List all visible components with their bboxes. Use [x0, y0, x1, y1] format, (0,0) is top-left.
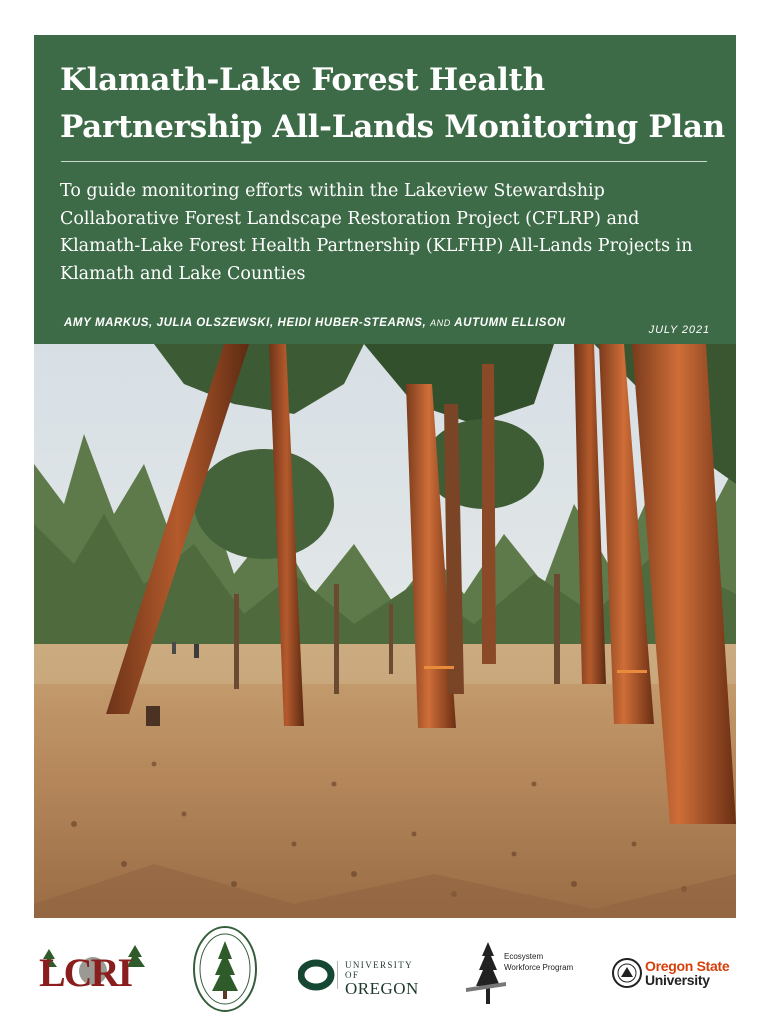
authors-and: AND — [430, 318, 451, 328]
university-of-oregon-logo — [298, 957, 430, 998]
authors-last: AUTUMN ELLISON — [454, 317, 566, 329]
osu-line-2: University — [645, 972, 710, 988]
klamath-lake-fhp-seal — [192, 925, 258, 1013]
osu-line-1: Oregon State — [645, 958, 730, 974]
uo-wordmark — [345, 960, 430, 998]
cover-photo-forest — [34, 344, 736, 918]
authors — [64, 317, 566, 329]
ewp-line-1: Ecosystem — [504, 952, 544, 961]
ewp-line-2: Workforce Program — [504, 963, 574, 972]
title-line-2: Partnership All-Lands Monitoring Plan — [60, 109, 725, 145]
oregon-state-university-logo — [612, 953, 736, 995]
document-title — [60, 57, 730, 151]
osu-seal-icon — [612, 955, 642, 993]
ecosystem-workforce-program-logo — [466, 942, 581, 1006]
uo-line-2: OREGON — [345, 979, 419, 998]
publication-date: JULY 2021 — [648, 324, 710, 336]
osu-wordmark — [645, 959, 729, 988]
ewp-tree-icon — [466, 942, 506, 1006]
title-divider — [61, 161, 707, 162]
uo-o-icon — [298, 957, 338, 993]
lcri-logo — [39, 945, 151, 997]
uo-line-1: UNIVERSITY OF — [345, 960, 413, 980]
forest-illustration — [34, 344, 736, 918]
document-subtitle: To guide monitoring efforts within the Lakeview Stewardship Collaborative Forest Landscape Restoration Project (CFLRP) and Klamath-Lake Forest Health Partnership (KLFHP) All-Lands Projects in Klamath and Lake Counties — [60, 181, 693, 284]
authors-main: AMY MARKUS, JULIA OLSZEWSKI, HEIDI HUBER-STEARNS, — [64, 317, 427, 329]
cover-header — [34, 35, 736, 344]
ewp-wordmark — [504, 951, 573, 973]
title-line-1: Klamath-Lake Forest Health — [60, 62, 545, 98]
partner-logos — [34, 925, 736, 1015]
seal-tree-icon — [192, 925, 258, 1013]
lcri-wordmark: LCRI — [39, 950, 132, 995]
